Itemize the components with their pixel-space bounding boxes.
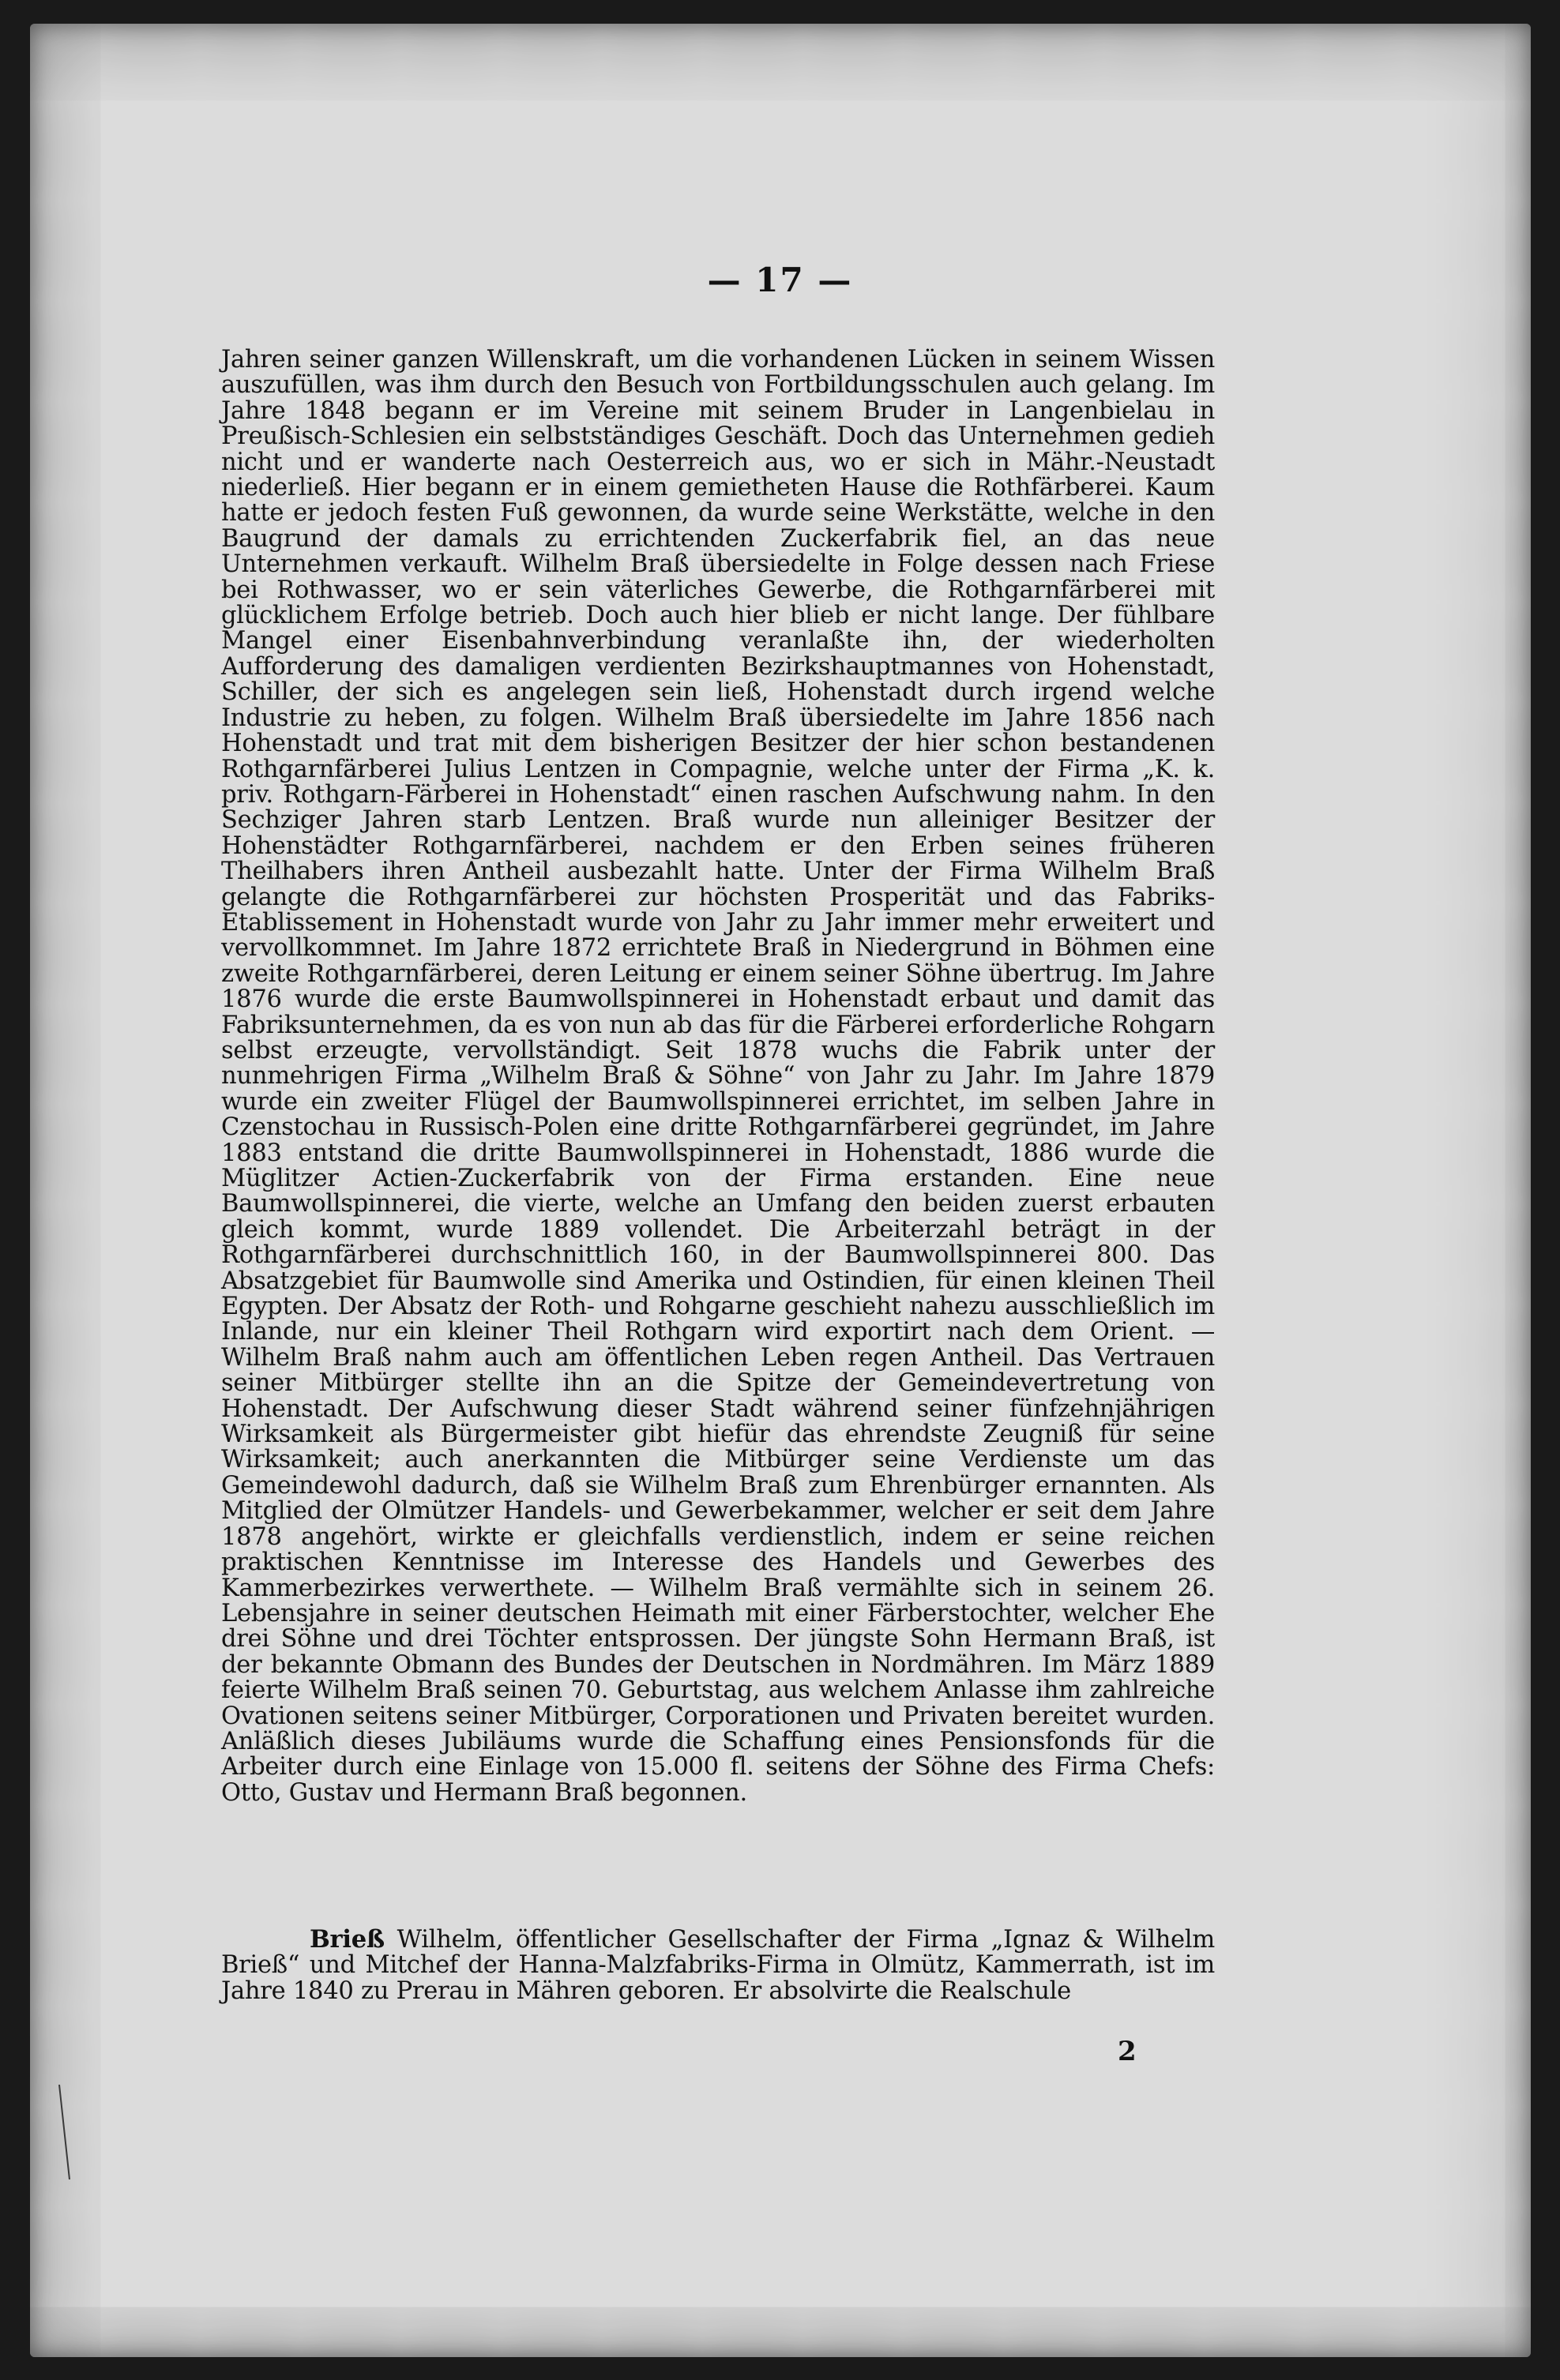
margin-scratch-mark bbox=[55, 2085, 79, 2187]
biography-continued-paragraph: Jahren seiner ganzen Willenskraft, um die vorhandenen Lücken in seinem Wissen auszufüllen, was ihm durch den Besuch von Fortbildungsschulen auch gelang. Im Jahre 1848 begann er im Vereine mit seinem Bruder in Langenbielau in Preußisch-Schlesien ein selbstständiges Geschäft. Doch das Unternehmen gedieh nicht und er wanderte nach Oesterreich aus, wo er sich in Mähr.-Neustadt niederließ. Hier begann er in einem gemietheten Hause die Rothfärberei. Kaum hatte er jedoch festen Fuß gewonnen, da wurde seine Werkstätte, welche in den Baugrund der damals zu errichtenden Zuckerfabrik fiel, an das neue Unternehmen verkauft. Wilhelm Braß übersiedelte in Folge dessen nach Friese bei Rothwasser, wo er sein väterliches Gewerbe, die Rothgarnfärberei mit glücklichem Erfolge betrieb. Doch auch hier blieb er nicht lange. Der fühlbare Mangel einer Eisenbahnverbindung veranlaßte ihn, der wiederholten Aufforderung des damaligen verdienten Bezirkshauptmannes von Hohenstadt, Schiller, der sich es angelegen sein ließ, Hohenstadt durch irgend welche Industrie zu heben, zu folgen. Wilhelm Braß übersiedelte im Jahre 1856 nach Hohenstadt und trat mit dem bisherigen Besitzer der hier schon bestandenen Rothgarnfärberei Julius Lentzen in Compagnie, welche unter der Firma „K. k. priv. Rothgarn-Färberei in Hohenstadt“ einen raschen Aufschwung nahm. In den Sechziger Jahren starb Lentzen. Braß wurde nun alleiniger Besitzer der Hohenstädter Rothgarnfärberei, nachdem er den Erben seines früheren Theilhabers ihren Antheil ausbezahlt hatte. Unter der Firma Wilhelm Braß gelangte die Rothgarnfärberei zur höchsten Prosperität und das Fabriks-Etablissement in Hohenstadt wurde von Jahr zu Jahr immer mehr erweitert und vervollkommnet. Im Jahre 1872 errichtete Braß in Niedergrund in Böhmen eine zweite Rothgarnfärberei, deren Leitung er einem seiner Söhne übertrug. Im Jahre 1876 wurde die erste Baumwollspinnerei in Hohenstadt erbaut und damit das Fabriksunternehmen, da es von nun ab das für die Färberei erforderliche Rohgarn selbst erzeugte, vervollständigt. Seit 1878 wuchs die Fabrik unter der nunmehrigen Firma „Wilhelm Braß & Söhne“ von Jahr zu Jahr. Im Jahre 1879 wurde ein zweiter Flügel der Baumwollspinnerei errichtet, im selben Jahre in Czenstochau in Russisch-Polen eine dritte Rothgarnfärberei gegründet, im Jahre 1883 entstand die dritte Baumwollspinnerei in Hohenstadt, 1886 wurde die Müglitzer Actien-Zuckerfabrik von der Firma erstanden. Eine neue Baumwollspinnerei, die vierte, welche an Umfang den beiden zuerst erbauten gleich kommt, wurde 1889 vollendet. Die Arbeiterzahl beträgt in der Rothgarnfärberei durchschnittlich 160, in der Baumwollspinnerei 800. Das Absatzgebiet für Baumwolle sind Amerika und Ostindien, für einen kleinen Theil Egypten. Der Absatz der Roth- und Rohgarne geschieht nahezu ausschließlich im Inlande, nur ein kleiner Theil Rothgarn wird exportirt nach dem Orient. — Wilhelm Braß nahm auch am öffentlichen Leben regen Antheil. Das Vertrauen seiner Mitbürger stellte ihn an die Spitze der Gemeindevertretung von Hohenstadt. Der Aufschwung dieser Stadt während seiner fünfzehnjährigen Wirksamkeit als Bürgermeister gibt hiefür das ehrendste Zeugniß für seine Wirksamkeit; auch anerkannten die Mitbürger seine Verdienste um das Gemeindewohl dadurch, daß sie Wilhelm Braß zum Ehrenbürger ernannten. Als Mitglied der Olmützer Handels- und Gewerbekammer, welcher er seit dem Jahre 1878 angehört, wirkte er gleichfalls verdienstlich, indem er seine reichen praktischen Kenntnisse im Interesse des Handels und Gewerbes des Kammerbezirkes verwerthete. — Wilhelm Braß vermählte sich in seinem 26. Lebensjahre in seiner deutschen Heimath mit einer Färberstochter, welcher Ehe drei Söhne und drei Töchter entsprossen. Der jüngste Sohn Hermann Braß, ist der bekannte Obmann des Bundes der Deutschen in Nordmähren. Im März 1889 feierte Wilhelm Braß seinen 70. Geburtstag, aus welchem Anlasse ihm zahlreiche Ovationen seitens seiner Mitbürger, Corporationen und Privaten bereitet wurden. Anläßlich dieses Jubiläums wurde die Schaffung eines Pensionsfonds für die Arbeiter durch eine Einlage von 15.000 fl. seitens der Söhne des Firma Chefs: Otto, Gustav und Hermann Braß begonnen. bbox=[221, 346, 1215, 1807]
printer-signature-mark: 2 bbox=[1118, 2036, 1137, 2067]
entry-body: Wilhelm, öffentlicher Gesellschafter der Firma „Ignaz & Wilhelm Brieß“ und Mitchef der Hanna-Malzfabriks-Firma in Olmütz, Kammerrath, ist im Jahre 1840 zu Prerau in Mähren geboren. Er absolvirte die Realschule bbox=[221, 1926, 1215, 2005]
page-number: — 17 — bbox=[707, 261, 853, 299]
entry-surname: Brieß bbox=[310, 1925, 385, 1954]
biography-entry-briess bbox=[221, 1927, 1215, 2004]
